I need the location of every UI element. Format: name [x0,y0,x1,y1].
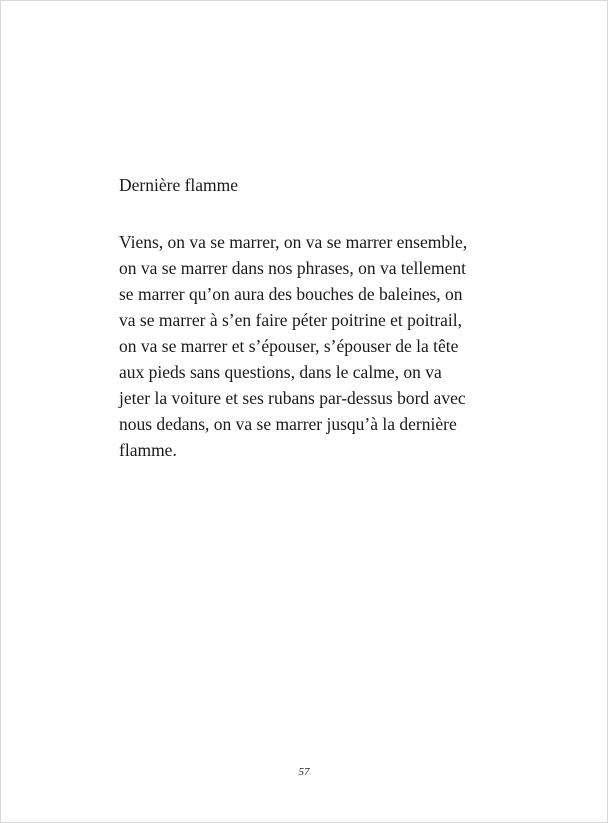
page-number: 57 [298,766,310,778]
poem-line: aux pieds sans questions, dans le calme, on va [119,362,442,382]
poem-line: va se marrer à s’en faire péter poitrine et poitrail, [119,310,463,330]
poem-line: on va se marrer et s’épouser, s’épouser de la tête [119,336,459,356]
poem-line: nous dedans, on va se marrer jusqu’à la dernière [119,414,457,434]
poem-line: Viens, on va se marrer, on va se marrer ensemble, [119,232,468,252]
poem-line: flamme. [119,440,177,460]
poem-title: Dernière flamme [119,175,239,195]
poem-stanza [119,229,467,463]
poem-line: on va se marrer dans nos phrases, on va tellement [119,258,466,278]
poem-line: se marrer qu’on aura des bouches de baleines, on [119,284,463,304]
poem-line: jeter la voiture et ses rubans par-dessus bord avec [119,388,466,408]
